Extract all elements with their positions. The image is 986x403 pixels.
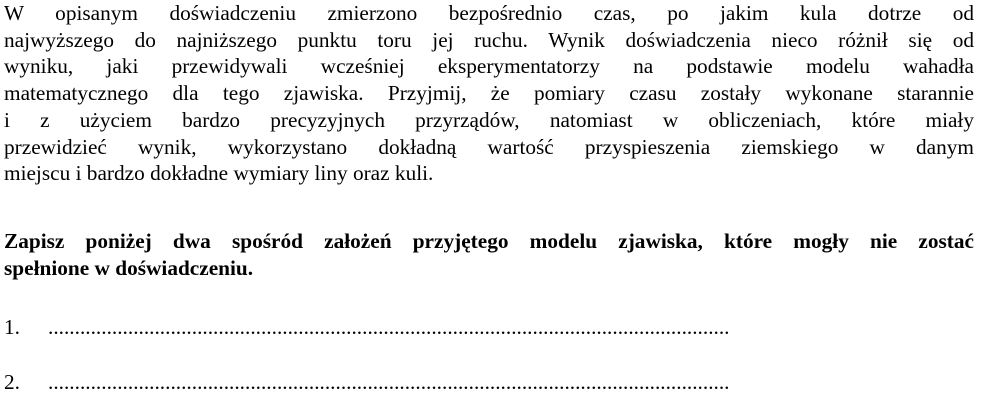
answer-line-1[interactable]: [4, 314, 974, 340]
description-line: najwyższego do najniższego punktu toru jej ruchu. Wynik doświadczenia nieco różnił się od: [4, 27, 974, 52]
answer-number: 2.: [4, 370, 20, 394]
instruction-line: Zapisz poniżej dwa spośród założeń przyjętego modelu zjawiska, które mogły nie zostać: [4, 229, 974, 253]
answer-dotted-field[interactable]: ................................................................................................................................: [48, 315, 730, 339]
task-page: [4, 0, 974, 394]
description-line: i z użyciem bardzo precyzyjnych przyrządów, natomiast w obliczeniach, które miały: [4, 107, 974, 132]
description-line: matematycznego dla tego zjawiska. Przyjmij, że pomiary czasu zostały wykonane starannie: [4, 81, 974, 106]
description-line: przewidzieć wynik, wykorzystano dokładną wartość przyspieszenia ziemskiego w danym: [4, 134, 974, 159]
instruction-line: spełnione w doświadczeniu.: [4, 255, 254, 280]
description-line: miejscu i bardzo dokładne wymiary liny oraz kuli.: [4, 161, 434, 186]
task-instruction: [4, 228, 974, 281]
answer-line-2[interactable]: [4, 369, 974, 395]
answer-dotted-field[interactable]: ................................................................................................................................: [48, 370, 730, 394]
experiment-description: [4, 0, 974, 187]
description-line: W opisanym doświadczeniu zmierzono bezpośrednio czas, po jakim kula dotrze od: [4, 1, 974, 25]
answer-number: 1.: [4, 315, 20, 339]
description-line: wyniku, jaki przewidywali wcześniej eksperymentatorzy na podstawie modelu wahadła: [4, 54, 974, 79]
